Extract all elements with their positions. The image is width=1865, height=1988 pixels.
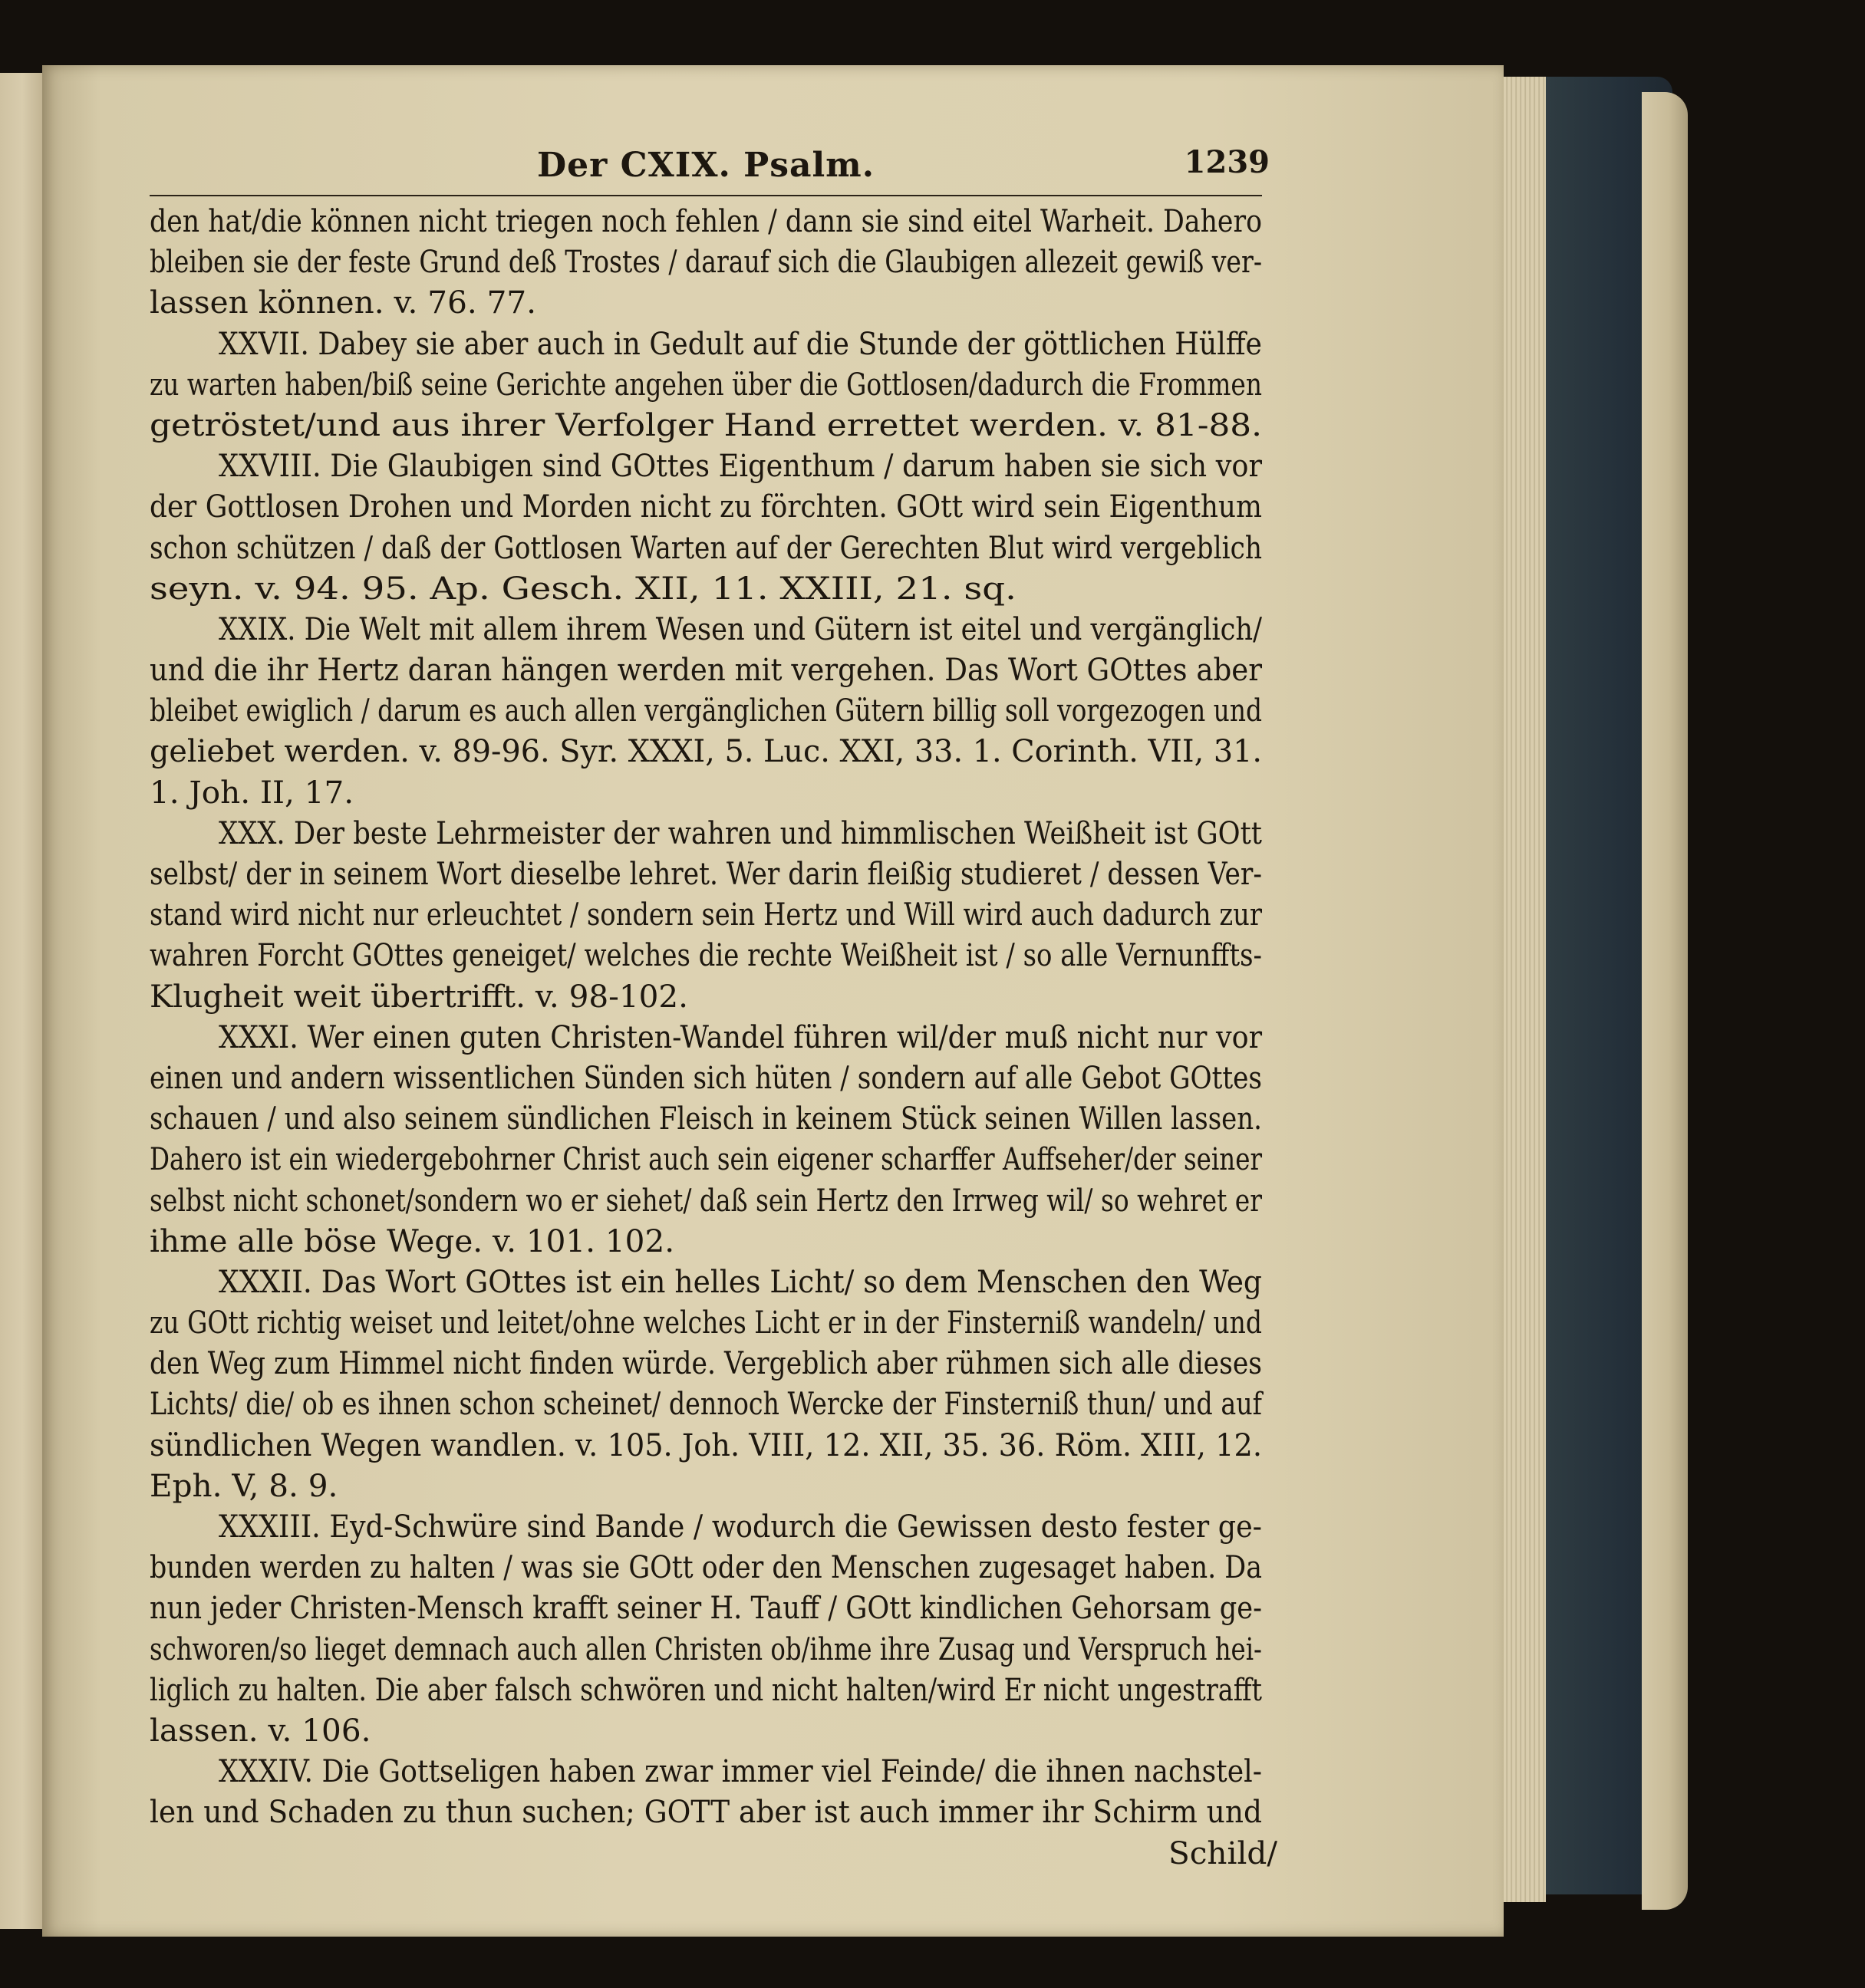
text-line: XXVII. Dabey sie aber auch in Gedult auf die Stunde der göttlichen Hülffe — [219, 324, 1262, 362]
text-line: XXXIV. Die Gottseligen haben zwar immer viel Feinde/ die ihnen nachstel- — [219, 1753, 1262, 1790]
text-line: zu GOtt richtig weiset und leitet/ohne welches Licht er in der Finsterniß wandeln/ und — [150, 1304, 1262, 1341]
text-line: schauen / und also seinem sündlichen Fleisch in keinem Stück seinen Willen lassen. — [150, 1100, 1262, 1137]
book-cover-board — [1642, 92, 1688, 1910]
page-edges-stack — [1504, 77, 1546, 1902]
text-line: schon schützen / daß der Gottlosen Warten auf der Gerechten Blut wird vergeblich — [150, 528, 1262, 566]
text-line: getröstet/und aus ihrer Verfolger Hand errettet werden. v. 81-88. — [150, 406, 1262, 443]
text-line: bunden werden zu halten / was sie GOtt oder den Menschen zugesaget haben. Da — [150, 1549, 1262, 1586]
text-line: XXVIII. Die Glaubigen sind GOttes Eigenthum / darum haben sie sich vor — [219, 447, 1262, 485]
text-line: len und Schaden zu thun suchen; GOTT aber ist auch immer ihr Schirm und — [150, 1793, 1262, 1831]
text-line: Lichts/ die/ ob es ihnen schon scheinet/ dennoch Wercke der Finsterniß thun/ und auf — [150, 1385, 1262, 1423]
text-line: und die ihr Hertz daran hängen werden mit vergehen. Das Wort GOttes aber — [150, 651, 1262, 689]
catchword-line — [150, 1833, 1300, 1874]
text-line: schworen/so lieget demnach auch allen Christen ob/ihme ihre Zusag und Verspruch hei- — [150, 1630, 1262, 1667]
text-line: der Gottlosen Drohen und Morden nicht zu förchten. GOtt wird sein Eigenthum — [150, 488, 1262, 525]
catchword: Schild/ — [1168, 1834, 1277, 1871]
text-line: lassen können. v. 76. 77. — [150, 284, 536, 321]
text-line: selbst nicht schonet/sondern wo er siehet/ daß sein Hertz den Irrweg wil/ so wehret er — [150, 1181, 1262, 1219]
text-line: Dahero ist ein wiedergebohrner Christ auch sein eigener scharffer Auffseher/der seiner — [150, 1140, 1262, 1178]
text-line: XXXII. Das Wort GOttes ist ein helles Licht/ so dem Menschen den Weg — [219, 1262, 1262, 1300]
text-line: selbst/ der in seinem Wort dieselbe lehret. Wer darin fleißig studieret / dessen Ver- — [150, 855, 1262, 892]
text-line: XXX. Der beste Lehrmeister der wahren und himmlischen Weißheit ist GOtt — [219, 814, 1262, 851]
text-line: zu warten haben/biß seine Gerichte angehen über die Gottlosen/dadurch die Frommen — [150, 365, 1262, 403]
text-line: ihme alle böse Wege. v. 101. 102. — [150, 1222, 675, 1259]
previous-page-edge — [0, 73, 46, 1929]
text-line: lassen. v. 106. — [150, 1711, 371, 1749]
text-line: wahren Forcht GOttes geneiget/ welches die rechte Weißheit ist / so alle Vernunffts- — [150, 936, 1262, 974]
page-header-title: Der CXIX. Psalm. — [536, 146, 875, 185]
text-line: 1. Joh. II, 17. — [150, 773, 354, 811]
text-line: bleiben sie der feste Grund deß Trostes / darauf sich die Glaubigen allezeit gewiß ver- — [150, 243, 1262, 281]
text-line: bleibet ewiglich / darum es auch allen vergänglichen Gütern billig soll vorgezogen und — [150, 692, 1262, 729]
running-head — [150, 138, 1300, 193]
text-line: nun jeder Christen-Mensch krafft seiner H. Tauff / GOtt kindlichen Gehorsam ge- — [150, 1589, 1262, 1627]
page-content — [150, 138, 1300, 1874]
text-line: den hat/die können nicht triegen noch fehlen / dann sie sind eitel Warheit. Dahero — [150, 202, 1262, 239]
header-rule — [150, 195, 1262, 196]
text-line: stand wird nicht nur erleuchtet / sondern sein Hertz und Will wird auch dadurch zur — [150, 896, 1262, 933]
text-line: liglich zu halten. Die aber falsch schwören und nicht halten/wird Er nicht ungestrafft — [150, 1670, 1262, 1708]
text-line: den Weg zum Himmel nicht finden würde. Vergeblich aber rühmen sich alle dieses — [150, 1345, 1262, 1382]
body-text — [150, 201, 1300, 1833]
text-line: XXXIII. Eyd-Schwüre sind Bande / wodurch die Gewissen desto fester ge- — [219, 1508, 1262, 1545]
text-line: XXIX. Die Welt mit allem ihrem Wesen und Gütern ist eitel und vergänglich/ — [219, 610, 1262, 647]
text-line: einen und andern wissentlichen Sünden sich hüten / sondern auf alle Gebot GOttes — [150, 1058, 1262, 1096]
text-line: sündlichen Wegen wandlen. v. 105. Joh. VIII, 12. XII, 35. 36. Röm. XIII, 12. — [150, 1426, 1262, 1463]
page-number: 1239 — [1184, 144, 1270, 180]
text-line: seyn. v. 94. 95. Ap. Gesch. XII, 11. XXIII, 21. sq. — [150, 569, 1017, 607]
text-line: Eph. V, 8. 9. — [150, 1466, 338, 1504]
text-line: geliebet werden. v. 89-96. Syr. XXXI, 5. Luc. XXI, 33. 1. Corinth. VII, 31. — [150, 732, 1262, 770]
text-line: Klugheit weit übertrifft. v. 98-102. — [150, 977, 689, 1015]
text-line: XXXI. Wer einen guten Christen-Wandel führen wil/der muß nicht nur vor — [219, 1018, 1262, 1055]
